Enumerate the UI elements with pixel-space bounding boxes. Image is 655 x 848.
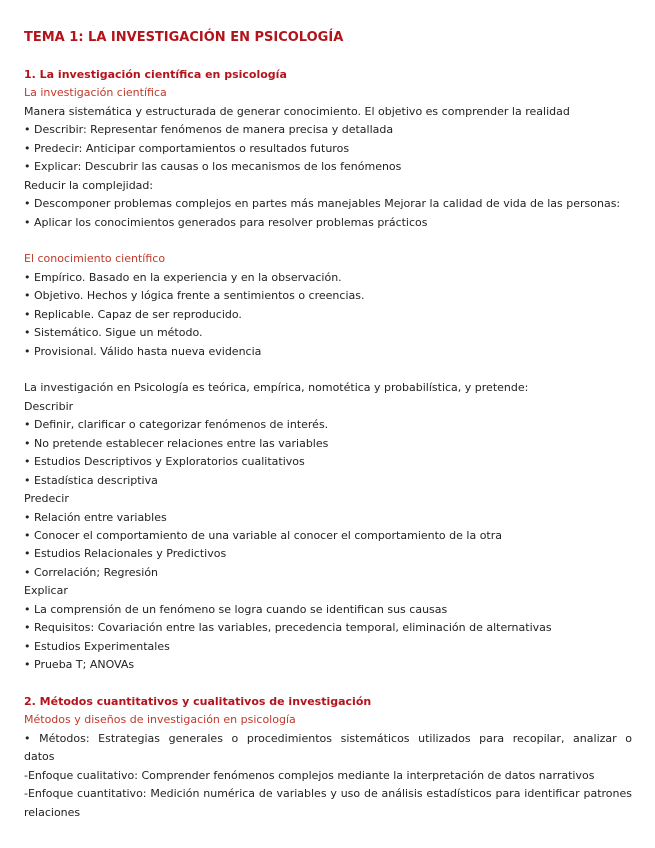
label-reducir: Reducir la complejidad:: [24, 178, 154, 192]
paragraph-intro: Manera sistemática y estructurada de generar conocimiento. El objetivo es comprender la realidad: [24, 104, 570, 118]
spacer: [24, 232, 632, 250]
spacer: [24, 674, 632, 692]
list-item: • Describir: Representar fenómenos de manera precisa y detallada: [24, 121, 632, 139]
list-item: • Relación entre variables: [24, 509, 632, 527]
spacer: [24, 361, 632, 379]
list-item: • Conocer el comportamiento de una variable al conocer el comportamiento de la otra: [24, 527, 632, 545]
paragraph-enfoque-cuantitativo-line-1: -Enfoque cuantitativo: Medición numérica de variables y uso de análisis estadísticos para identificar patrones: [24, 787, 632, 801]
subsection-metodos-disenos: Métodos y diseños de investigación en psicología: [24, 713, 296, 727]
section-2-heading: 2. Métodos cuantitativos y cualitativos de investigación: [24, 694, 372, 708]
subsection-conocimiento-cientifico: El conocimiento científico: [24, 252, 166, 266]
subsection-investigacion-cientifica: La investigación científica: [24, 86, 167, 100]
list-item: • Replicable. Capaz de ser reproducido.: [24, 306, 632, 324]
list-item: • Explicar: Descubrir las causas o los mecanismos de los fenómenos: [24, 158, 632, 176]
list-item: • Predecir: Anticipar comportamientos o resultados futuros: [24, 140, 632, 158]
list-item: • Estudios Experimentales: [24, 638, 632, 656]
list-item: • Prueba T; ANOVAs: [24, 656, 632, 674]
document-body: [24, 66, 632, 822]
section-1-heading: 1. La investigación científica en psicología: [24, 68, 287, 81]
list-item: • Provisional. Válido hasta nueva evidencia: [24, 343, 632, 361]
paragraph-metodos-line-2: datos: [24, 750, 55, 764]
document-title: TEMA 1: LA INVESTIGACIÓN EN PSICOLOGÍA: [24, 30, 344, 45]
label-explicar: Explicar: [24, 584, 68, 598]
paragraph-enfoque-cuantitativo-line-2: relaciones: [24, 805, 81, 819]
list-item: • Estadística descriptiva: [24, 472, 632, 490]
list-item: • La comprensión de un fenómeno se logra cuando se identifican sus causas: [24, 601, 632, 619]
label-predecir: Predecir: [24, 492, 69, 506]
paragraph-metodos-line-1: • Métodos: Estrategias generales o procedimientos sistemáticos utilizados para recopilar, analizar o: [24, 731, 632, 745]
paragraph-psicologia: La investigación en Psicología es teórica, empírica, nomotética y probabilística, y pretende:: [24, 381, 529, 395]
list-item: • Aplicar los conocimientos generados para resolver problemas prácticos: [24, 214, 632, 232]
paragraph-enfoque-cualitativo: -Enfoque cualitativo: Comprender fenómenos complejos mediante la interpretación de datos narrativos: [24, 768, 595, 782]
label-describir: Describir: [24, 399, 74, 413]
list-item: • Definir, clarificar o categorizar fenómenos de interés.: [24, 416, 632, 434]
list-item: • Estudios Relacionales y Predictivos: [24, 545, 632, 563]
list-item: • Empírico. Basado en la experiencia y en la observación.: [24, 269, 632, 287]
list-item: • Correlación; Regresión: [24, 564, 632, 582]
list-item: • No pretende establecer relaciones entre las variables: [24, 435, 632, 453]
list-item: • Sistemático. Sigue un método.: [24, 324, 632, 342]
list-item: • Requisitos: Covariación entre las variables, precedencia temporal, eliminación de alternativas: [24, 619, 632, 637]
list-item: • Estudios Descriptivos y Exploratorios cualitativos: [24, 453, 632, 471]
list-item: • Objetivo. Hechos y lógica frente a sentimientos o creencias.: [24, 287, 632, 305]
list-item: • Descomponer problemas complejos en partes más manejables Mejorar la calidad de vida de las personas:: [24, 195, 632, 213]
